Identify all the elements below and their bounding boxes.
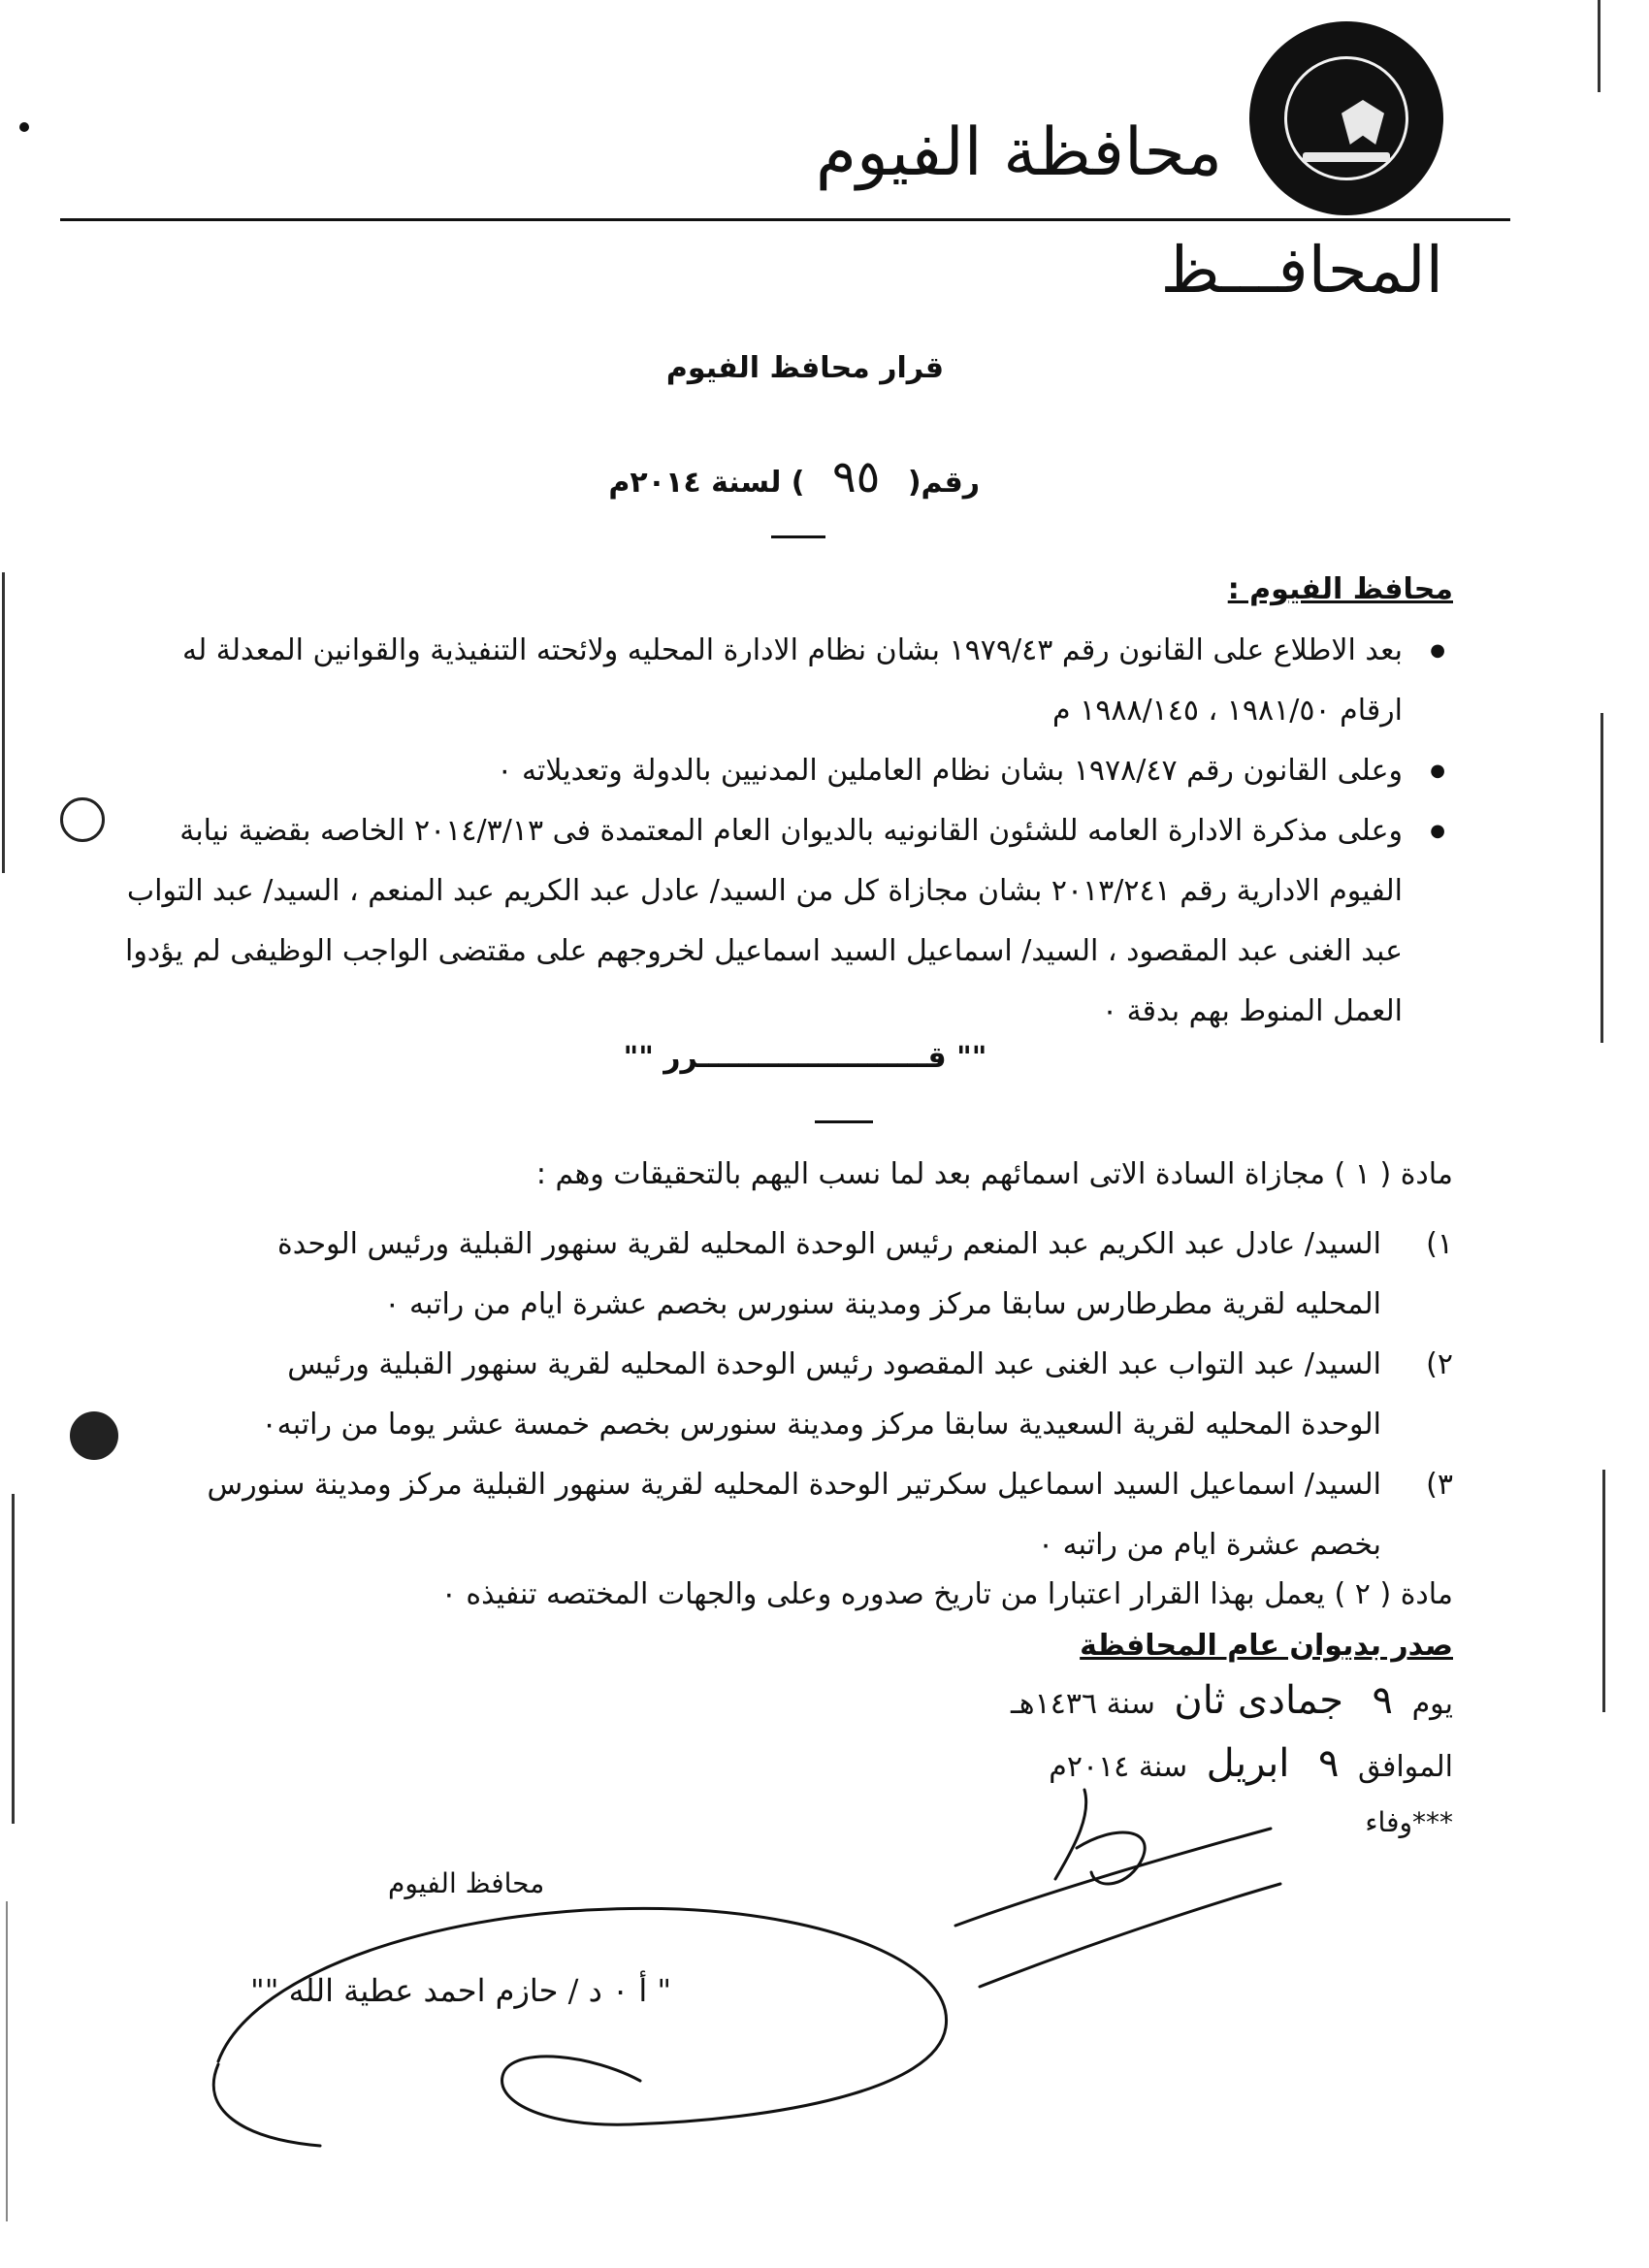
scan-edge bbox=[1602, 1470, 1605, 1712]
year-label: ) لسنة ٢٠١٤م bbox=[608, 466, 805, 500]
penalty-text: السيد/ عبد التواب عبد الغنى عبد المقصود رئيس الوحدة المحليه لقرية سنهور القبلية ورئيس الوحدة المحليه لقرية السعيدية سابقا مركز ومدينة سنورس بخصم خمسة عشر يوما من راتبه٠ bbox=[261, 1347, 1381, 1442]
gregorian-year: سنة ٢٠١٤م bbox=[1049, 1750, 1188, 1784]
gregorian-month-handwritten: ابريل bbox=[1206, 1741, 1290, 1786]
scan-edge bbox=[1600, 713, 1603, 1043]
governorate-name: محافظة الفيوم bbox=[815, 114, 1222, 191]
decides-heading: "" قـــــــــــــــــــــــرر "" bbox=[623, 1041, 987, 1075]
number-label: رقم( bbox=[907, 466, 980, 500]
hijri-year: سنة ١٤٣٦هـ bbox=[1011, 1687, 1155, 1721]
scan-edge bbox=[1598, 0, 1600, 92]
hijri-prefix: يوم bbox=[1411, 1687, 1453, 1721]
scan-edge bbox=[2, 572, 5, 873]
circular-stamp-icon bbox=[60, 797, 105, 842]
penalty-number: ٢) bbox=[1426, 1347, 1453, 1381]
gregorian-day-handwritten: ٩ bbox=[1317, 1741, 1340, 1786]
signatory-title: محافظ الفيوم bbox=[388, 1867, 545, 1899]
decision-title: قرار محافظ الفيوم bbox=[665, 351, 945, 385]
preamble-item: ● وعلى القانون رقم ١٩٧٨/٤٧ بشان نظام العاملين المدنيين بالدولة وتعديلاته ٠ bbox=[124, 741, 1453, 801]
clerk-initials: وفاء*** bbox=[1365, 1806, 1453, 1838]
hijri-month-handwritten: جمادى ثان bbox=[1174, 1678, 1343, 1723]
penalty-number: ٣) bbox=[1426, 1468, 1453, 1502]
issuance-label: صدر بديوان عام المحافظة bbox=[1080, 1629, 1453, 1663]
scan-edge bbox=[12, 1494, 15, 1824]
preamble-intro: محافظ الفيوم : bbox=[1227, 572, 1453, 606]
signatory-name: " أ ٠ د / حازم احمد عطية الله "" bbox=[250, 1972, 672, 2009]
penalty-number: ١) bbox=[1426, 1227, 1453, 1261]
preamble-item: ● وعلى مذكرة الادارة العامه للشئون القانونيه بالديوان العام المعتمدة فى ٢٠١٤/٣/١٣ الخاصه بقضية نيابة الفيوم الادارية رقم ٢٠١٣/٢٤١ بشان مجازاة كل من السيد/ عادل عبد الكريم عبد المنعم ، السيد/ عبد التواب عبد الغنى عبد المقصود ، السيد/ اسماعيل السيد اسماعيل لخروجهم على مقتضى الواجب الوظيفى لم يؤدوا العمل المنوط بهم بدقة ٠ bbox=[124, 801, 1453, 1042]
ink-stamp-icon bbox=[70, 1411, 118, 1460]
preamble-item: ● بعد الاطلاع على القانون رقم ١٩٧٩/٤٣ بشان نظام الادارة المحليه ولائحته التنفيذية والقوانين المعدلة له ارقام ١٩٨١/٥٠ ، ١٩٨٨/١٤٥ م bbox=[124, 621, 1453, 741]
penalty-text: السيد/ اسماعيل السيد اسماعيل سكرتير الوحدة المحليه لقرية سنهور القبلية مركز ومدينة سنورس بخصم عشرة ايام من راتبه ٠ bbox=[207, 1468, 1381, 1562]
hijri-day-handwritten: ٩ bbox=[1372, 1678, 1394, 1723]
scan-edge bbox=[6, 1901, 8, 2221]
gregorian-prefix: الموافق bbox=[1357, 1750, 1453, 1784]
penalty-text: السيد/ عادل عبد الكريم عبد المنعم رئيس الوحدة المحليه لقرية سنهور القبلية ورئيس الوحدة المحليه لقرية مطرطارس سابقا مركز ومدينة سنورس بخصم عشرة ايام من راتبه ٠ bbox=[277, 1227, 1381, 1321]
article-1-text: مادة ( ١ ) مجازاة السادة الاتى اسمائهم بعد لما نسب اليهم بالتحقيقات وهم : bbox=[535, 1157, 1453, 1191]
office-title: المحافـــظ bbox=[1160, 233, 1443, 308]
decision-number-handwritten: ٩٥ bbox=[831, 450, 881, 502]
article-2-text: مادة ( ٢ ) يعمل بهذا القرار اعتبارا من تاريخ صدوره وعلى والجهات المختصه تنفيذه ٠ bbox=[440, 1577, 1453, 1611]
